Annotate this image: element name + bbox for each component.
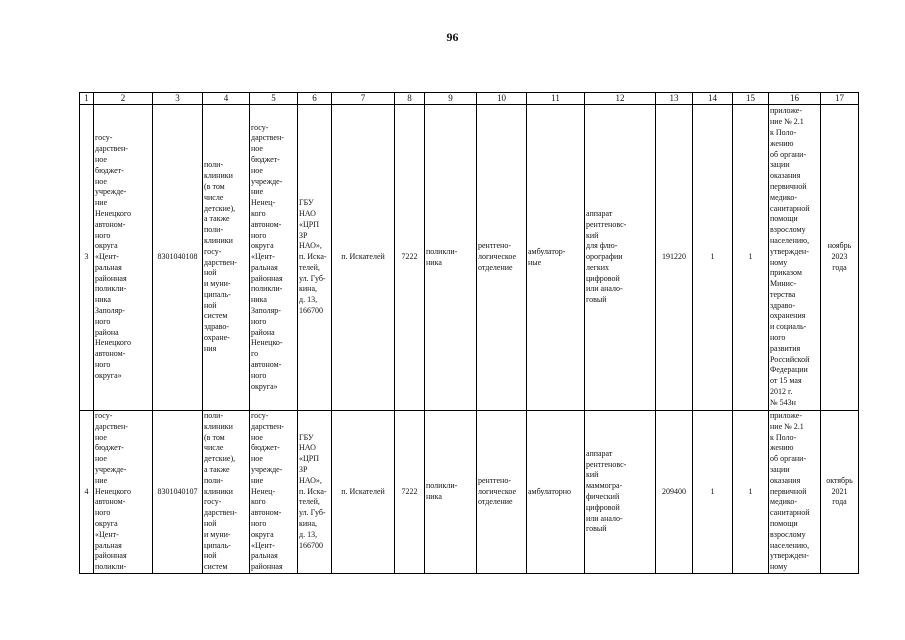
quantity-available: 1 <box>733 411 769 574</box>
header-cell: 11 <box>527 93 585 105</box>
header-cell: 15 <box>733 93 769 105</box>
organization-name: госу- дарствен- ное бюджет- ное учрежде- ние Ненецкого автоном- ного округа «Цент- ральная районная поликли- ника Заполяр- ного района Ненецкого автоном- ного округа» <box>94 105 153 411</box>
code: 7222 <box>395 411 425 574</box>
settlement: п. Искателей <box>332 411 395 574</box>
quantity-available: 1 <box>733 105 769 411</box>
table-row <box>80 411 859 574</box>
header-row <box>80 93 859 105</box>
settlement: п. Искателей <box>332 105 395 411</box>
header-cell: 13 <box>656 93 693 105</box>
equipment-name: аппарат рентгеновс- кий маммогра- фический цифровой или анало- говый <box>585 411 656 574</box>
header-cell: 6 <box>298 93 332 105</box>
equipment-name: аппарат рентгеновс- кий для флю- орографии легких цифровой или анало- говый <box>585 105 656 411</box>
inn-code: 8301040107 <box>153 411 203 574</box>
address: ГБУ НАО «ЦРП ЗР НАО», п. Иска- телей, ул. Губ- кина, д. 13, 166700 <box>298 105 332 411</box>
regulation-reference: приложе- ние № 2.1 к Поло- жению об органи- зации оказания первичной медико- санитарной помощи взрослому населению, утвержден- ному приказом Минис- терства здраво- охранения и социаль- ного развития Российской Федерации от 15 мая 2012 г. № 543н <box>769 105 821 411</box>
header-cell: 10 <box>477 93 527 105</box>
inn-code: 8301040108 <box>153 105 203 411</box>
header-cell: 8 <box>395 93 425 105</box>
organization-name: госу- дарствен- ное бюджет- ное учрежде- ние Ненецкого автоном- ного округа «Цент- ральная районная поликли- <box>94 411 153 574</box>
unit-type: поликли- ника <box>425 411 477 574</box>
quantity-required: 1 <box>693 105 733 411</box>
quantity-required: 1 <box>693 411 733 574</box>
header-cell: 16 <box>769 93 821 105</box>
header-cell: 1 <box>80 93 94 105</box>
delivery-date: ноябрь 2023 года <box>821 105 859 411</box>
subdivision-name: госу- дарствен- ное бюджет- ное учрежде- ние Ненец- кого автоном- ного округа «Цент- ральная районная поликли- ника Заполяр- ного района Ненецко- го автоном- ного округа» <box>250 105 298 411</box>
header-cell: 4 <box>203 93 250 105</box>
unit-type: поликли- ника <box>425 105 477 411</box>
equipment-code: 209400 <box>656 411 693 574</box>
department: рентгено- логическое отделение <box>477 105 527 411</box>
row-number: 4 <box>80 411 94 574</box>
header-cell: 3 <box>153 93 203 105</box>
code: 7222 <box>395 105 425 411</box>
header-cell: 17 <box>821 93 859 105</box>
table-row <box>80 105 859 411</box>
facility-type: поли- клиники (в том числе детские), а также поли- клиники госу- дарствен- ной и муни- ципаль- ной систем <box>203 411 250 574</box>
department: рентгено- логическое отделение <box>477 411 527 574</box>
header-cell: 9 <box>425 93 477 105</box>
header-cell: 5 <box>250 93 298 105</box>
header-cell: 7 <box>332 93 395 105</box>
page-number: 96 <box>446 30 459 44</box>
care-conditions: амбулатор- ные <box>527 105 585 411</box>
regulation-reference: приложе- ние № 2.1 к Поло- жению об органи- зации оказания первичной медико- санитарной помощи взрослому населению, утвержден- ному <box>769 411 821 574</box>
row-number: 3 <box>80 105 94 411</box>
header-cell: 14 <box>693 93 733 105</box>
address: ГБУ НАО «ЦРП ЗР НАО», п. Иска- телей, ул. Губ- кина, д. 13, 166700 <box>298 411 332 574</box>
subdivision-name: госу- дарствен- ное бюджет- ное учрежде- ние Ненец- кого автоном- ного округа «Цент- ральная районная <box>250 411 298 574</box>
equipment-code: 191220 <box>656 105 693 411</box>
equipment-table <box>79 92 859 574</box>
header-cell: 12 <box>585 93 656 105</box>
delivery-date: октябрь 2021 года <box>821 411 859 574</box>
facility-type: поли- клиники (в том числе детские), а также поли- клиники госу- дарствен- ной и муни- ципаль- ной систем здраво- охране- ния <box>203 105 250 411</box>
header-cell: 2 <box>94 93 153 105</box>
care-conditions: амбулаторно <box>527 411 585 574</box>
